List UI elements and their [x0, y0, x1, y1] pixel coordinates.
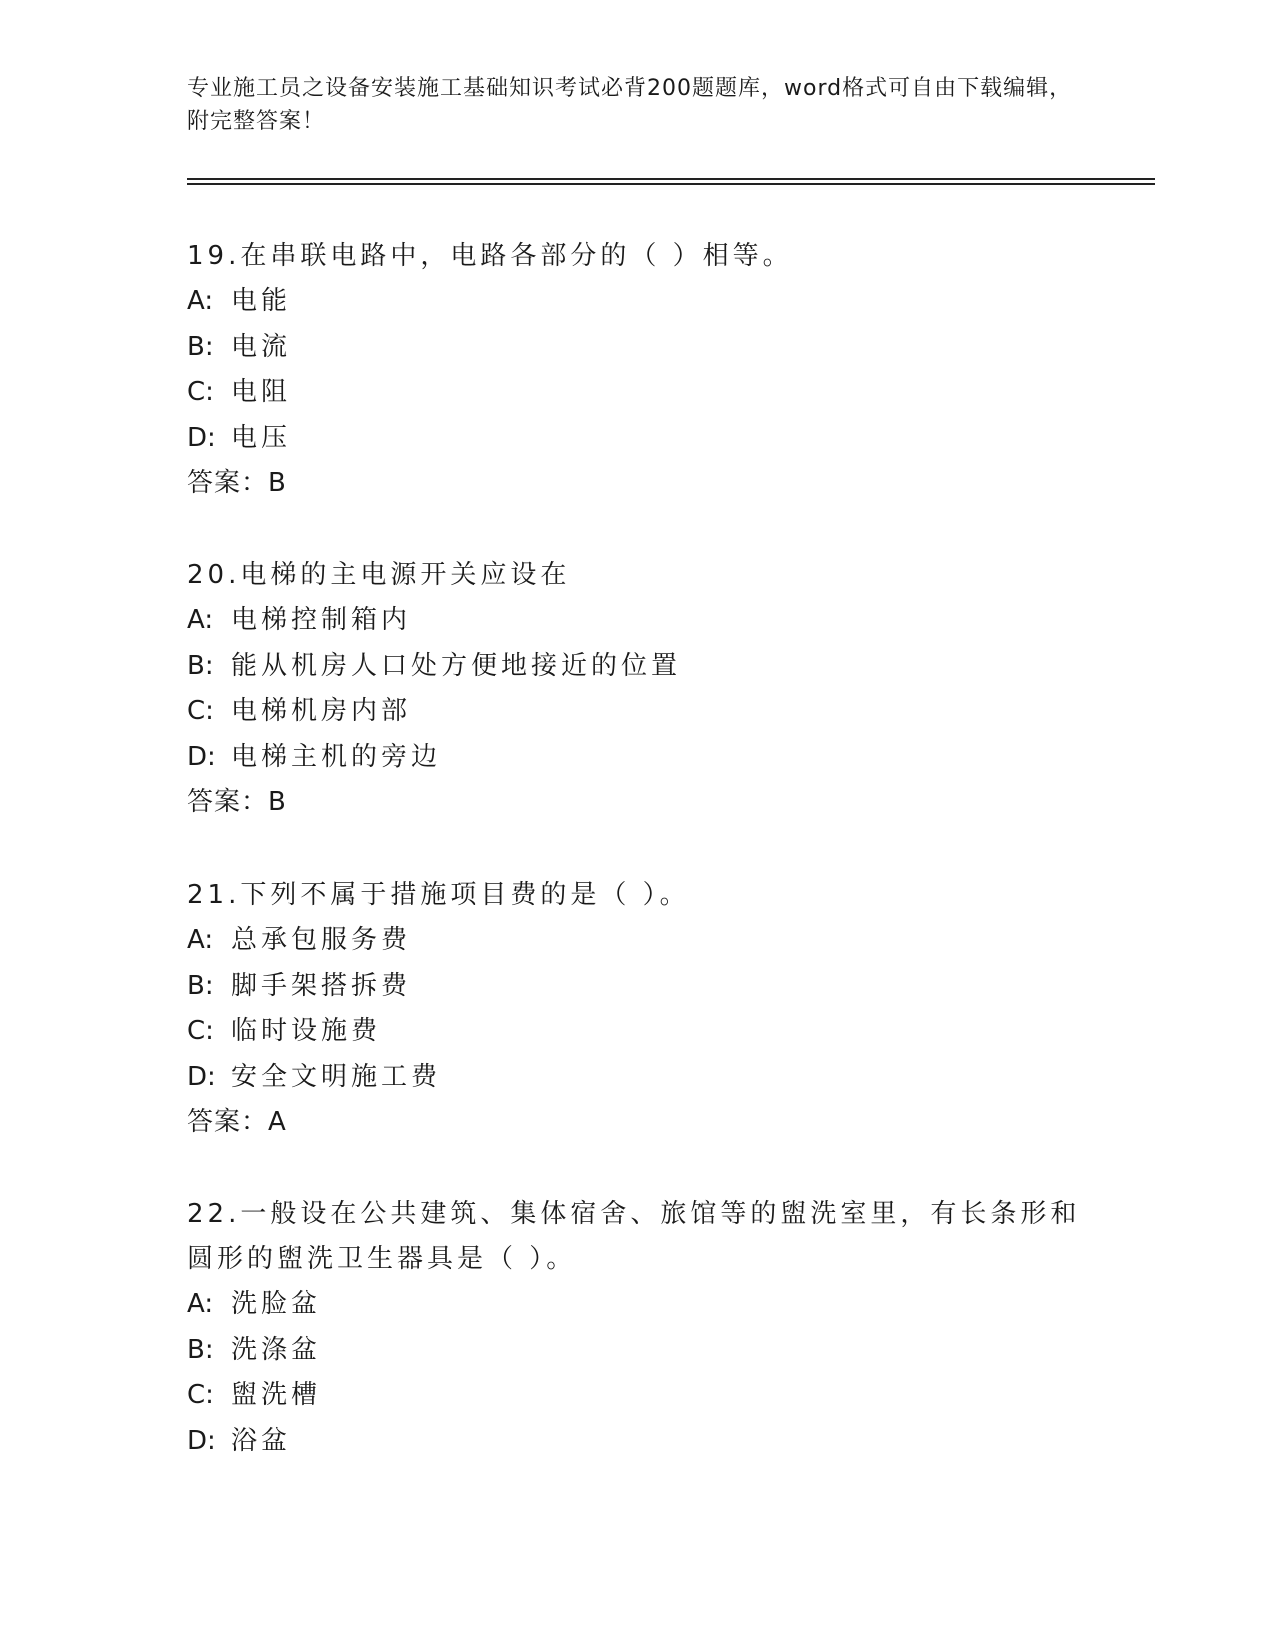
option-b: [187, 325, 1087, 371]
option-letter: D:: [187, 1425, 216, 1456]
answer-line: 答案：B: [187, 787, 287, 817]
option-letter: D:: [187, 1061, 216, 1092]
option-letter: A:: [187, 925, 214, 955]
answer-line: 答案：B: [187, 468, 287, 498]
document-header: 专业施工员之设备安装施工基础知识考试必背200题题库，word格式可自由下载编辑，附完整答案！: [187, 76, 1073, 134]
question-20: [187, 553, 1087, 826]
option-text: 总承包服务费: [231, 925, 412, 955]
option-d: [187, 1419, 1087, 1465]
option-letter: C:: [187, 1380, 214, 1410]
option-text: 能从机房人口处方便地接近的位置: [231, 650, 682, 681]
header-divider-bottom: [187, 183, 1155, 185]
option-text: 电阻: [231, 377, 292, 407]
option-c: [187, 689, 1087, 735]
option-text: 浴盆: [231, 1425, 292, 1456]
option-b: [187, 1328, 1087, 1374]
option-d: [187, 735, 1087, 781]
question-19: [187, 234, 1087, 507]
question-stem: 19.在串联电路中，电路各部分的（ ）相等。: [187, 241, 793, 271]
option-text: 洗脸盆: [231, 1289, 322, 1319]
option-letter: A:: [187, 605, 214, 635]
question-stem: 22.一般设在公共建筑、集体宿舍、旅馆等的盥洗室里，有长条形和圆形的盥洗卫生器具是（ ）。: [187, 1199, 1081, 1274]
option-text: 电梯机房内部: [231, 696, 412, 726]
option-text: 盥洗槽: [231, 1380, 322, 1410]
option-text: 电梯主机的旁边: [231, 741, 442, 772]
option-c: [187, 370, 1087, 416]
option-b: [187, 964, 1087, 1010]
option-text: 电梯控制箱内: [231, 605, 412, 635]
option-letter: B:: [187, 970, 214, 1001]
question-stem: 21.下列不属于措施项目费的是（ ）。: [187, 880, 690, 910]
option-a: [187, 279, 1087, 325]
option-c: [187, 1009, 1087, 1055]
option-letter: B:: [187, 331, 214, 362]
option-d: [187, 1055, 1087, 1101]
option-letter: B:: [187, 650, 214, 681]
option-letter: C:: [187, 1016, 214, 1046]
option-b: [187, 644, 1087, 690]
option-text: 电压: [231, 422, 292, 453]
option-d: [187, 416, 1087, 462]
option-letter: C:: [187, 696, 214, 726]
option-text: 电能: [231, 286, 292, 316]
question-21: [187, 873, 1087, 1146]
answer-line: 答案：A: [187, 1107, 287, 1137]
option-a: [187, 1282, 1087, 1328]
option-c: [187, 1373, 1087, 1419]
option-text: 脚手架搭拆费: [231, 970, 412, 1001]
option-letter: A:: [187, 1289, 214, 1319]
option-letter: C:: [187, 377, 214, 407]
question-stem: 20.电梯的主电源开关应设在: [187, 560, 571, 590]
option-letter: A:: [187, 286, 214, 316]
option-a: [187, 918, 1087, 964]
question-22: [187, 1192, 1087, 1464]
option-text: 临时设施费: [231, 1016, 382, 1046]
option-text: 安全文明施工费: [231, 1061, 442, 1092]
option-letter: D:: [187, 741, 216, 772]
option-letter: B:: [187, 1334, 214, 1365]
option-text: 洗涤盆: [231, 1334, 322, 1365]
header-divider-top: [187, 178, 1155, 180]
option-letter: D:: [187, 422, 216, 453]
option-a: [187, 598, 1087, 644]
option-text: 电流: [231, 331, 292, 362]
